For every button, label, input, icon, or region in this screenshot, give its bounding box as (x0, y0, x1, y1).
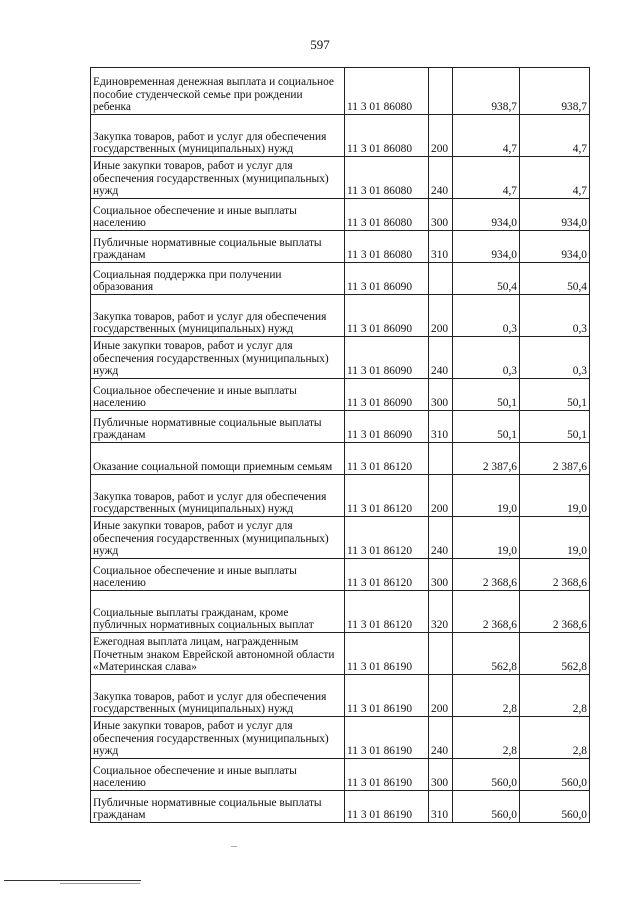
row-name-cell: Оказание социальной помощи приемным семьям (91, 443, 345, 475)
row-value-1-cell: 938,7 (453, 68, 520, 115)
row-name-cell: Единовременная денежная выплата и социальное пособие студенческой семье при рождении ребенка (91, 68, 345, 115)
row-value-1-cell: 0,3 (453, 337, 520, 379)
row-value-2-cell: 934,0 (520, 231, 590, 263)
row-value-1-cell: 560,0 (453, 791, 520, 823)
row-type-cell: 200 (429, 475, 453, 517)
row-code-cell: 11 3 01 86120 (345, 475, 429, 517)
row-value-2-cell: 0,3 (520, 295, 590, 337)
row-value-2-cell: 560,0 (520, 791, 590, 823)
table-row (91, 337, 590, 379)
table-row (91, 157, 590, 199)
row-type-cell: 240 (429, 157, 453, 199)
row-value-1-cell: 934,0 (453, 231, 520, 263)
table-row (91, 517, 590, 559)
table-row (91, 115, 590, 157)
table-row (91, 263, 590, 295)
table-row (91, 411, 590, 443)
row-code-cell: 11 3 01 86120 (345, 591, 429, 633)
row-value-2-cell: 2,8 (520, 717, 590, 759)
row-code-cell: 11 3 01 86120 (345, 559, 429, 591)
row-name-cell: Социальное обеспечение и иные выплаты населению (91, 379, 345, 411)
row-type-cell (429, 633, 453, 675)
row-code-cell: 11 3 01 86080 (345, 115, 429, 157)
row-value-1-cell: 2 387,6 (453, 443, 520, 475)
row-name-cell: Закупка товаров, работ и услуг для обеспечения государственных (муниципальных) нужд (91, 295, 345, 337)
row-value-2-cell: 2 387,6 (520, 443, 590, 475)
row-name-cell: Социальное обеспечение и иные выплаты населению (91, 199, 345, 231)
row-code-cell: 11 3 01 86090 (345, 263, 429, 295)
row-value-2-cell: 2,8 (520, 675, 590, 717)
row-type-cell: 300 (429, 379, 453, 411)
row-type-cell (429, 443, 453, 475)
row-type-cell: 300 (429, 199, 453, 231)
table-row (91, 791, 590, 823)
table-row (91, 759, 590, 791)
row-type-cell: 200 (429, 115, 453, 157)
row-value-1-cell: 2 368,6 (453, 559, 520, 591)
row-name-cell: Иные закупки товаров, работ и услуг для обеспечения государственных (муниципальных) нужд (91, 337, 345, 379)
row-value-2-cell: 19,0 (520, 475, 590, 517)
row-code-cell: 11 3 01 86080 (345, 231, 429, 263)
row-name-cell: Закупка товаров, работ и услуг для обеспечения государственных (муниципальных) нужд (91, 675, 345, 717)
row-value-2-cell: 4,7 (520, 157, 590, 199)
row-type-cell: 240 (429, 717, 453, 759)
row-code-cell: 11 3 01 86120 (345, 517, 429, 559)
table-row (91, 675, 590, 717)
row-code-cell: 11 3 01 86190 (345, 717, 429, 759)
row-code-cell: 11 3 01 86080 (345, 199, 429, 231)
budget-table (90, 67, 590, 823)
row-value-1-cell: 50,4 (453, 263, 520, 295)
row-value-2-cell: 938,7 (520, 68, 590, 115)
row-value-1-cell: 934,0 (453, 199, 520, 231)
row-name-cell: Социальная поддержка при получении образования (91, 263, 345, 295)
row-type-cell: 200 (429, 675, 453, 717)
row-value-2-cell: 2 368,6 (520, 591, 590, 633)
row-value-2-cell: 934,0 (520, 199, 590, 231)
row-type-cell (429, 263, 453, 295)
table-row (91, 475, 590, 517)
row-code-cell: 11 3 01 86120 (345, 443, 429, 475)
table-row (91, 443, 590, 475)
table-row (91, 591, 590, 633)
row-value-2-cell: 50,1 (520, 379, 590, 411)
row-name-cell: Социальные выплаты гражданам, кроме публичных нормативных социальных выплат (91, 591, 345, 633)
row-name-cell: Закупка товаров, работ и услуг для обеспечения государственных (муниципальных) нужд (91, 115, 345, 157)
row-name-cell: Иные закупки товаров, работ и услуг для обеспечения государственных (муниципальных) нужд (91, 517, 345, 559)
row-value-1-cell: 4,7 (453, 115, 520, 157)
row-value-1-cell: 0,3 (453, 295, 520, 337)
row-value-2-cell: 562,8 (520, 633, 590, 675)
row-value-2-cell: 19,0 (520, 517, 590, 559)
row-value-2-cell: 50,4 (520, 263, 590, 295)
row-value-1-cell: 2 368,6 (453, 591, 520, 633)
row-value-2-cell: 2 368,6 (520, 559, 590, 591)
table-row (91, 559, 590, 591)
row-code-cell: 11 3 01 86090 (345, 379, 429, 411)
row-name-cell: Закупка товаров, работ и услуг для обеспечения государственных (муниципальных) нужд (91, 475, 345, 517)
row-type-cell: 310 (429, 791, 453, 823)
row-code-cell: 11 3 01 86190 (345, 759, 429, 791)
stray-mark (231, 846, 237, 847)
row-value-1-cell: 2,8 (453, 717, 520, 759)
row-type-cell: 300 (429, 559, 453, 591)
row-name-cell: Публичные нормативные социальные выплаты гражданам (91, 231, 345, 263)
row-type-cell: 240 (429, 517, 453, 559)
row-name-cell: Иные закупки товаров, работ и услуг для обеспечения государственных (муниципальных) нужд (91, 717, 345, 759)
table-row (91, 633, 590, 675)
page-number: 597 (310, 37, 330, 52)
row-name-cell: Публичные нормативные социальные выплаты гражданам (91, 411, 345, 443)
row-name-cell: Публичные нормативные социальные выплаты гражданам (91, 791, 345, 823)
footer-rule (4, 880, 141, 881)
table-row (91, 231, 590, 263)
table-row (91, 295, 590, 337)
row-value-1-cell: 562,8 (453, 633, 520, 675)
row-type-cell: 310 (429, 231, 453, 263)
table-row (91, 199, 590, 231)
row-type-cell: 300 (429, 759, 453, 791)
row-code-cell: 11 3 01 86190 (345, 675, 429, 717)
table-row (91, 717, 590, 759)
table-row (91, 379, 590, 411)
row-type-cell (429, 68, 453, 115)
row-name-cell: Иные закупки товаров, работ и услуг для обеспечения государственных (муниципальных) нужд (91, 157, 345, 199)
row-type-cell: 200 (429, 295, 453, 337)
row-code-cell: 11 3 01 86080 (345, 68, 429, 115)
row-name-cell: Социальное обеспечение и иные выплаты населению (91, 559, 345, 591)
row-code-cell: 11 3 01 86090 (345, 295, 429, 337)
row-value-2-cell: 50,1 (520, 411, 590, 443)
row-value-1-cell: 19,0 (453, 517, 520, 559)
table-row (91, 68, 590, 115)
row-value-1-cell: 4,7 (453, 157, 520, 199)
row-code-cell: 11 3 01 86190 (345, 791, 429, 823)
row-value-1-cell: 560,0 (453, 759, 520, 791)
row-value-1-cell: 2,8 (453, 675, 520, 717)
row-name-cell: Ежегодная выплата лицам, награжденным Почетным знаком Еврейской автономной области «Материнская слава» (91, 633, 345, 675)
footer-rule-secondary (60, 883, 140, 884)
row-type-cell: 320 (429, 591, 453, 633)
row-code-cell: 11 3 01 86190 (345, 633, 429, 675)
row-type-cell: 240 (429, 337, 453, 379)
row-name-cell: Социальное обеспечение и иные выплаты населению (91, 759, 345, 791)
row-code-cell: 11 3 01 86080 (345, 157, 429, 199)
row-code-cell: 11 3 01 86090 (345, 337, 429, 379)
row-value-1-cell: 19,0 (453, 475, 520, 517)
row-value-2-cell: 4,7 (520, 115, 590, 157)
row-value-2-cell: 560,0 (520, 759, 590, 791)
row-type-cell: 310 (429, 411, 453, 443)
row-value-1-cell: 50,1 (453, 379, 520, 411)
row-value-1-cell: 50,1 (453, 411, 520, 443)
budget-table-body (91, 68, 590, 823)
row-code-cell: 11 3 01 86090 (345, 411, 429, 443)
row-value-2-cell: 0,3 (520, 337, 590, 379)
